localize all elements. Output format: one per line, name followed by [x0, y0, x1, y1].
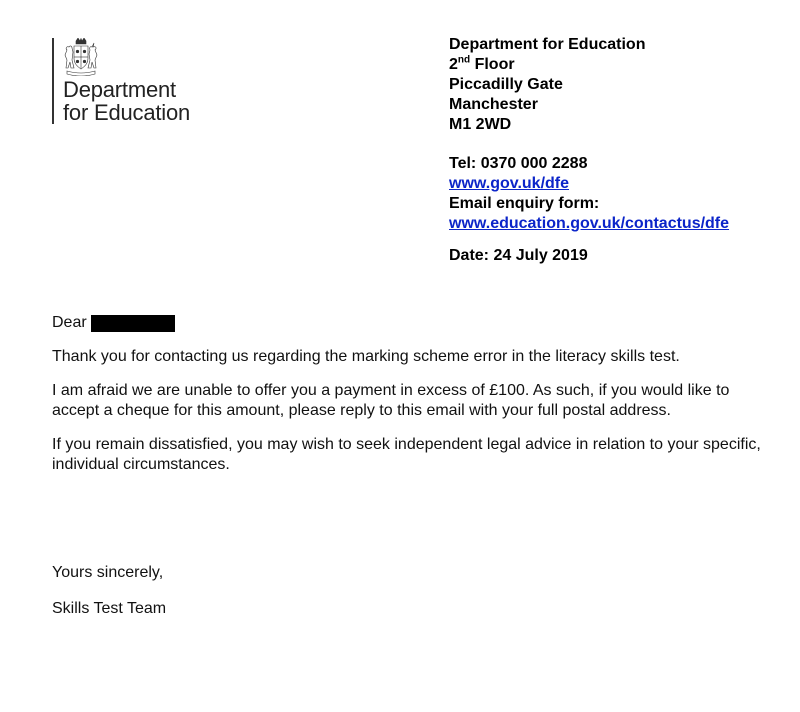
- address-org: Department for Education: [449, 36, 646, 53]
- logo-wordmark: [63, 78, 190, 124]
- letter-date: Date: 24 July 2019: [449, 247, 588, 264]
- letter-body: [52, 313, 762, 475]
- website-link[interactable]: www.gov.uk/dfe: [449, 175, 570, 192]
- royal-coat-of-arms-icon: [61, 38, 101, 76]
- salutation-text: Dear: [52, 314, 87, 331]
- enquiry-form-label: Email enquiry form:: [449, 195, 600, 212]
- address-street: Piccadilly Gate: [449, 76, 563, 93]
- address-postcode: M1 2WD: [449, 116, 512, 133]
- logo-line-2: for Education: [63, 100, 191, 125]
- logo-line-1: Department: [63, 77, 176, 102]
- logo-divider-bar: [52, 38, 54, 124]
- enquiry-form-link[interactable]: www.education.gov.uk/contactus/dfe: [449, 215, 730, 232]
- address-floor-word: Floor: [474, 56, 515, 73]
- sender-address: [449, 35, 645, 135]
- closing-line: Yours sincerely,: [52, 564, 164, 581]
- address-floor: [449, 55, 645, 75]
- paragraph-2: I am afraid we are unable to offer you a payment in excess of £100. As such, if you would like to accept a cheque for this amount, please reply to this email with your full postal address.: [52, 382, 730, 419]
- redacted-name: [91, 315, 175, 332]
- address-floor-number: 2: [449, 56, 458, 73]
- contact-details: [449, 154, 729, 234]
- address-city: Manchester: [449, 96, 538, 113]
- signature: Skills Test Team: [52, 600, 167, 617]
- address-floor-suffix: nd: [457, 54, 471, 66]
- paragraph-1: Thank you for contacting us regarding the marking scheme error in the literacy skills test.: [52, 348, 680, 365]
- contact-telephone: Tel: 0370 000 2288: [449, 155, 588, 172]
- salutation: [52, 313, 762, 333]
- paragraph-3: If you remain dissatisfied, you may wish to seek independent legal advice in relation to your specific, individual circumstances.: [52, 436, 761, 473]
